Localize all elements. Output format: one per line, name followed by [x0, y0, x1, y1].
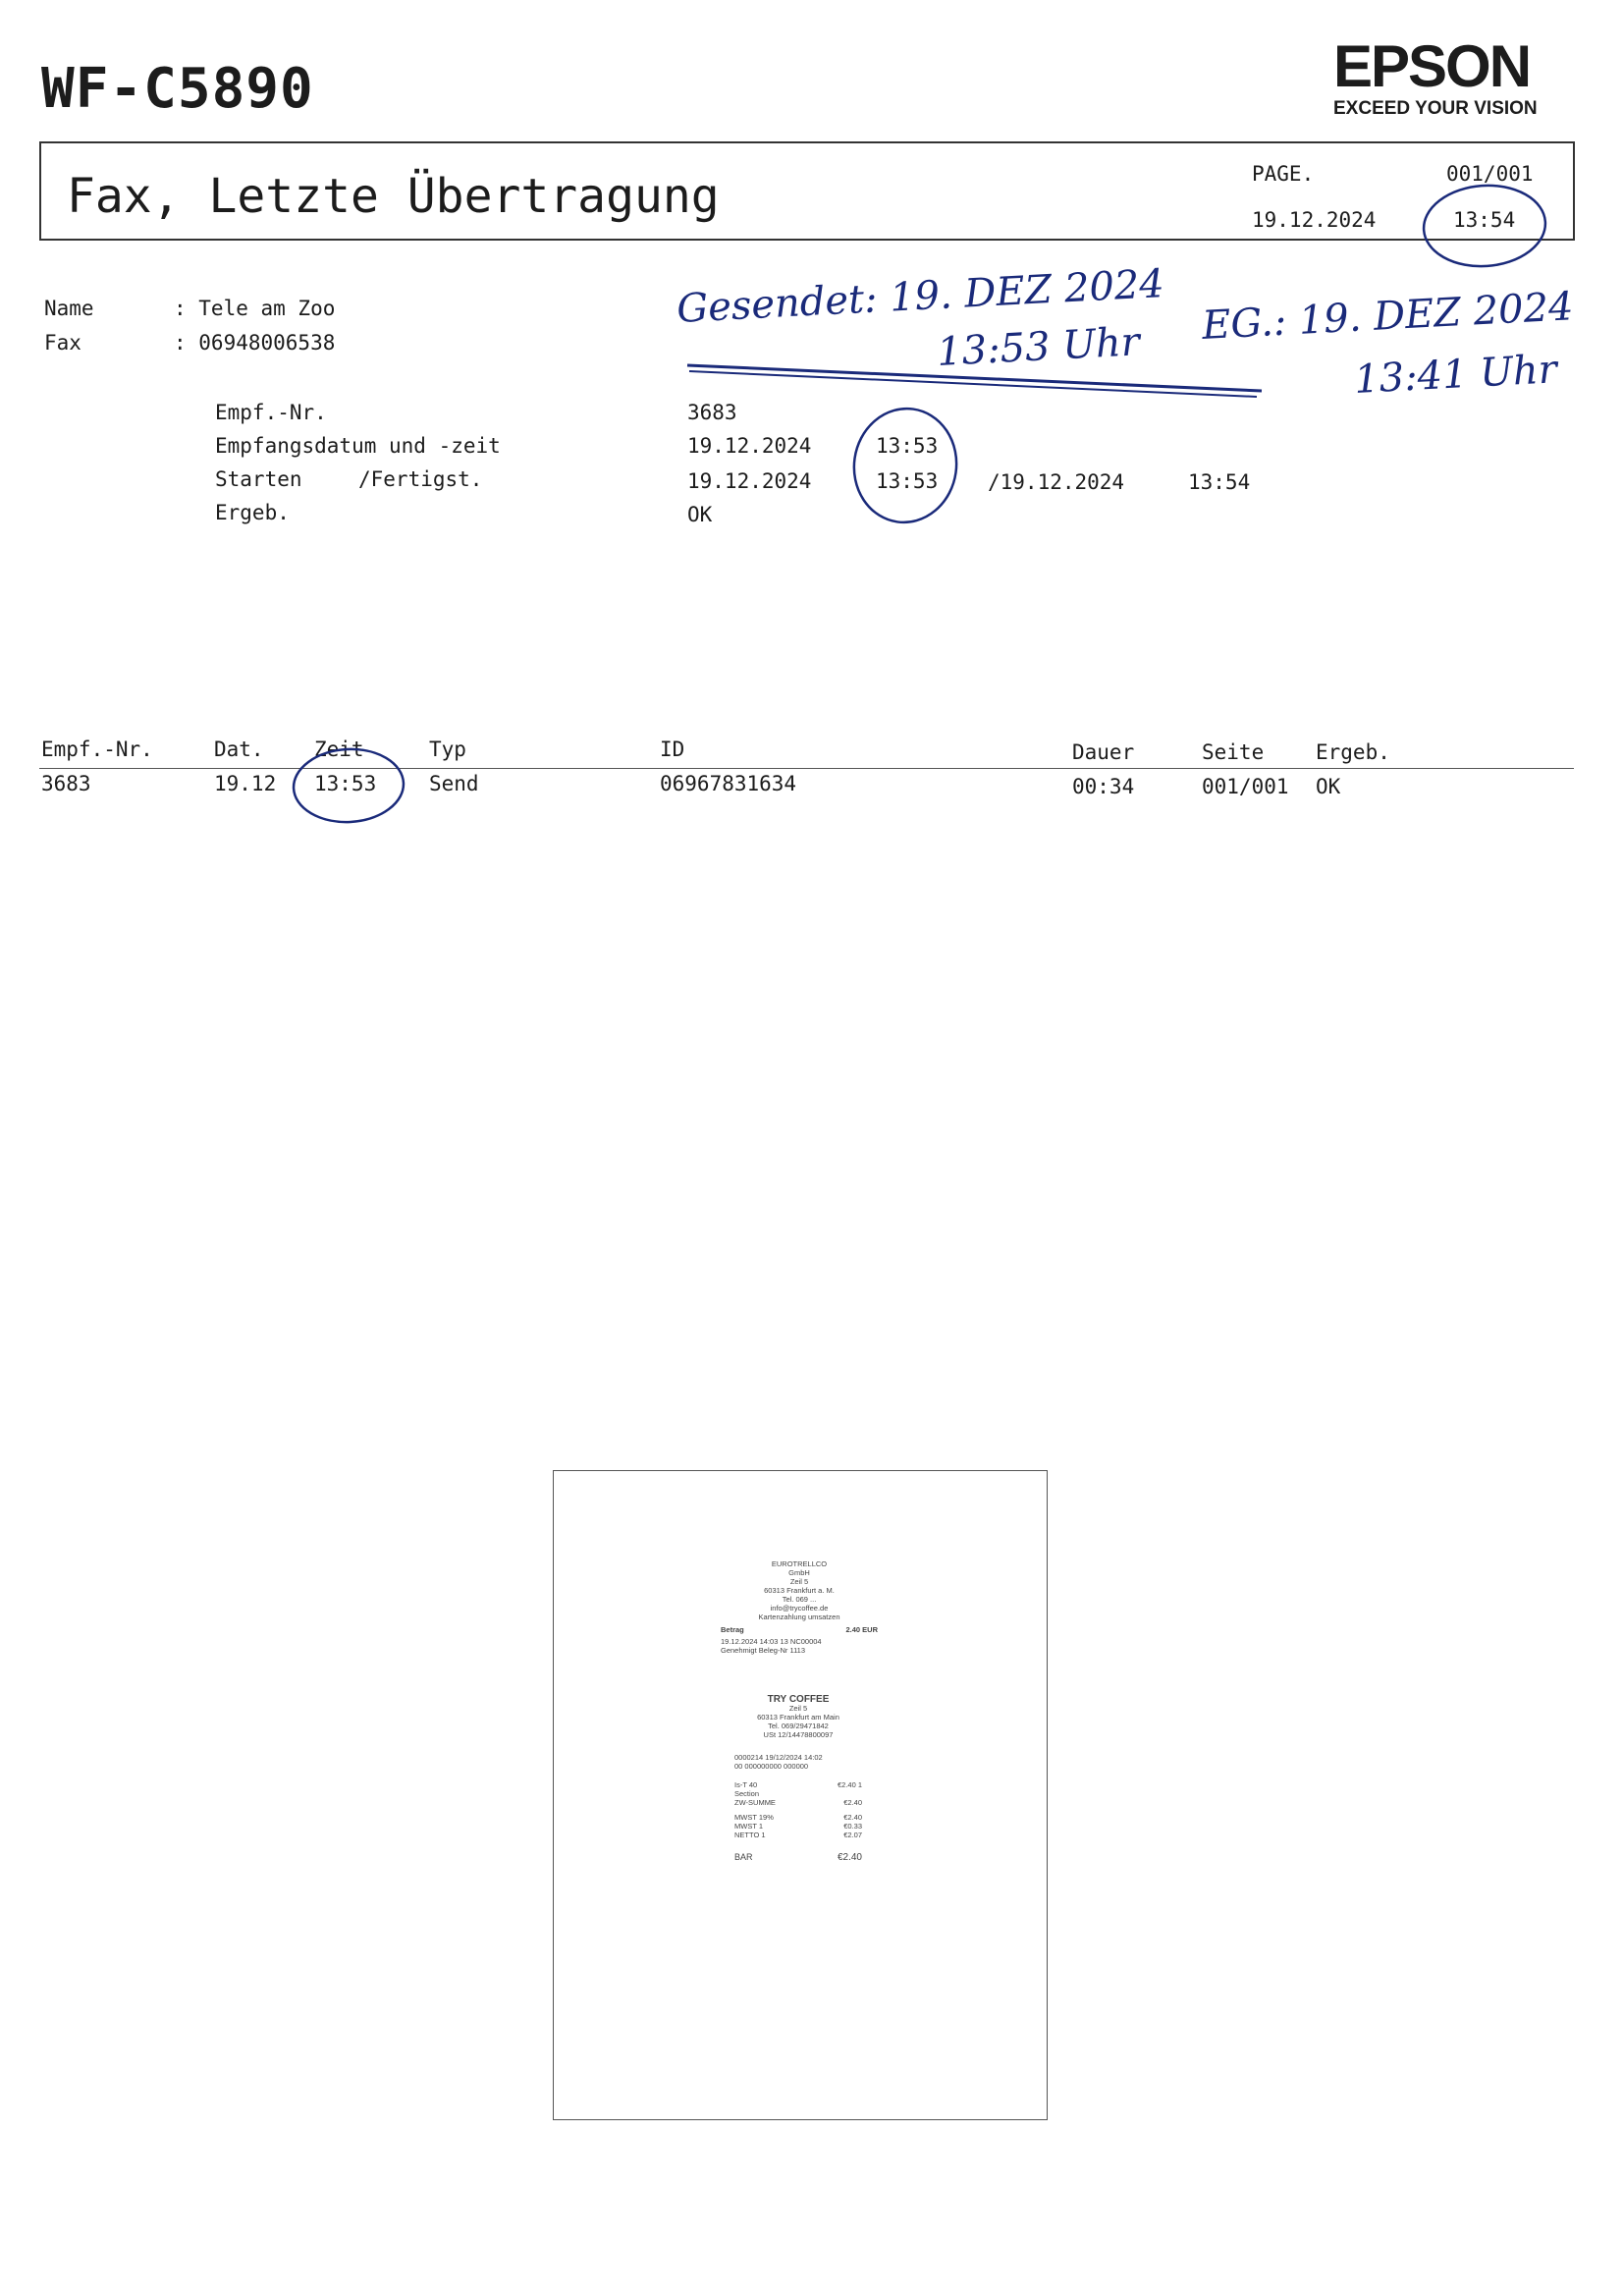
brand-name: EPSON [1333, 33, 1531, 99]
tax-value: €0.33 [843, 1822, 862, 1831]
receipt-line: 00 000000000 000000 [734, 1762, 809, 1771]
receipt-line: USt 12/14478800097 [763, 1730, 834, 1739]
col-dauer: Dauer [1072, 740, 1135, 764]
receipt-line: 60313 Frankfurt am Main [757, 1713, 839, 1722]
sender-fax-label: Fax [44, 331, 81, 355]
sender-name-value: : Tele am Zoo [174, 297, 336, 320]
receipt-amount: 2.40 EUR [845, 1625, 878, 1634]
ink-underline [687, 365, 1262, 391]
sender-fax-value: : 06948006538 [174, 331, 336, 355]
receipt-line: EUROTRELLCO [771, 1559, 828, 1568]
item-value: €2.40 1 [837, 1780, 862, 1789]
receipt-line: 19.12.2024 14:03 13 NC00004 [721, 1637, 822, 1646]
col-id: ID [660, 738, 685, 761]
tax-value: €2.07 [843, 1831, 862, 1839]
handwritten-note1-line1: Gesendet: 19. DEZ 2024 [676, 261, 1165, 332]
receipt-line: Kartenzahlung umsatzen [758, 1613, 840, 1621]
tax-value: €2.40 [843, 1813, 862, 1822]
receipt-line: Zeil 5 [789, 1577, 809, 1586]
brand-tagline: EXCEED YOUR VISION [1333, 98, 1538, 119]
received-date: 19.12.2024 [687, 434, 812, 458]
header-time: 13:54 [1453, 208, 1516, 232]
receipt-line: GmbH [788, 1568, 810, 1577]
col-dat: Dat. [214, 738, 264, 761]
receipt-line: Tel. 069/29471842 [768, 1722, 829, 1730]
result-value: OK [687, 503, 713, 526]
tax-label: MWST 1 [734, 1822, 764, 1831]
item-label: Is-T 40 [734, 1780, 758, 1789]
row-empf-nr: 3683 [41, 772, 91, 795]
finish-time: 13:54 [1188, 470, 1251, 494]
receipt-amount-label: Betrag [721, 1625, 744, 1634]
col-empf-nr: Empf.-Nr. [41, 738, 153, 761]
row-dat: 19.12 [214, 772, 277, 795]
printer-model: WF-C5890 [41, 57, 314, 121]
receipt-line: Zeil 5 [788, 1704, 808, 1713]
page-number: 001/001 [1446, 162, 1534, 186]
start-label: Starten [215, 467, 302, 491]
row-zeit: 13:53 [314, 772, 377, 795]
received-label: Empfangsdatum und -zeit [215, 434, 501, 458]
epson-logo [1333, 33, 1549, 120]
receipt-try-coffee [734, 1695, 862, 1862]
receipt-line: 60313 Frankfurt a. M. [764, 1586, 835, 1595]
recipient-no-value: 3683 [687, 401, 737, 424]
shop-name: TRY COFFEE [767, 1694, 830, 1705]
item-value: €2.40 [843, 1798, 862, 1807]
start-date: 19.12.2024 [687, 469, 812, 493]
page-label: PAGE. [1252, 162, 1315, 186]
row-dauer: 00:34 [1072, 775, 1135, 798]
total-value: €2.40 [837, 1852, 862, 1863]
col-seite: Seite [1202, 740, 1265, 764]
tax-label: MWST 19% [734, 1813, 774, 1822]
row-ergeb: OK [1316, 775, 1341, 798]
recipient-no-label: Empf.-Nr. [215, 401, 327, 424]
handwritten-note1-line2: 13:53 Uhr [936, 319, 1141, 375]
item-label: Section [734, 1789, 760, 1798]
receipt-line: info@trycoffee.de [770, 1604, 829, 1613]
header-date: 19.12.2024 [1252, 208, 1377, 232]
receipt-card-payment [721, 1559, 878, 1655]
report-title: Fax, Letzte Übertragung [67, 169, 720, 224]
finish-label: /Fertigst. [358, 467, 483, 491]
receipt-line: Genehmigt Beleg-Nr 1113 [721, 1646, 806, 1655]
ink-circle [846, 402, 963, 528]
total-label: BAR [734, 1852, 753, 1862]
row-seite: 001/001 [1202, 775, 1289, 798]
row-id: 06967831634 [660, 772, 797, 795]
handwritten-note2-line1: EG.: 19. DEZ 2024 [1201, 284, 1575, 349]
tax-label: NETTO 1 [734, 1831, 766, 1839]
item-label: ZW-SUMME [734, 1798, 776, 1807]
sender-name-label: Name [44, 297, 94, 320]
table-divider [39, 768, 1574, 769]
col-ergeb: Ergeb. [1316, 740, 1390, 764]
receipt-line: Tel. 069 ... [782, 1595, 817, 1604]
finish-date: /19.12.2024 [988, 470, 1125, 494]
col-typ: Typ [429, 738, 466, 761]
row-typ: Send [429, 772, 479, 795]
start-time: 13:53 [876, 469, 939, 493]
received-time: 13:53 [876, 434, 939, 458]
col-zeit: Zeit [314, 738, 364, 761]
receipt-line: 0000214 19/12/2024 14:02 [734, 1753, 823, 1762]
handwritten-note2-line2: 13:41 Uhr [1353, 347, 1558, 403]
ink-underline [689, 371, 1257, 397]
result-label: Ergeb. [215, 501, 290, 524]
